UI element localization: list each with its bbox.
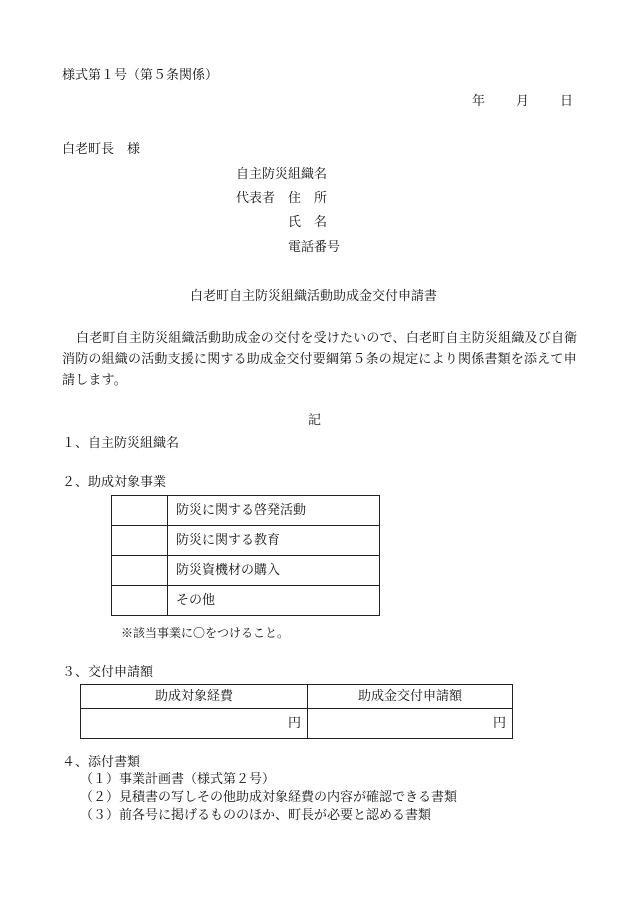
check-cell[interactable] [112, 526, 168, 556]
attachment-item: （３）前各号に掲げるもののほか、町長が必要と認める書類 [80, 808, 432, 823]
addressee: 白老町長 様 [62, 142, 141, 157]
check-cell[interactable] [112, 496, 168, 526]
check-cell[interactable] [112, 586, 168, 616]
attachment-item: （１）事業計画書（様式第２号） [80, 772, 276, 787]
ki-mark: 記 [308, 413, 322, 428]
col-header-request: 助成金交付申請額 [308, 685, 513, 709]
date-day: 日 [560, 94, 574, 109]
section3-heading: ３、交付申請額 [62, 665, 154, 680]
table-row [81, 709, 513, 739]
section2-heading: ２、助成対象事業 [62, 475, 167, 490]
check-cell[interactable] [112, 556, 168, 586]
table-note: ※該当事業に〇をつけること。 [121, 626, 290, 640]
phone-label: 電話番号 [288, 240, 341, 255]
request-amount-cell[interactable]: 円 [308, 709, 513, 739]
project-label: 防災資機材の購入 [168, 556, 380, 586]
amount-table [80, 684, 513, 739]
document-title: 白老町自主防災組織活動助成金交付申請書 [190, 289, 438, 304]
org-name-label: 自主防災組織名 [236, 167, 328, 182]
table-row [112, 526, 380, 556]
application-body: 白老町自主防災組織活動助成金の交付を受けたいので、白老町自主防災組織及び自衛消防の組織の活動支援に関する助成金交付要綱第５条の規定により関係書類を添えて申請します。 [62, 331, 578, 388]
project-label: 防災に関する教育 [168, 526, 380, 556]
attachment-item: （２）見積書の写しその他助成対象経費の内容が確認できる書類 [80, 790, 458, 805]
name-label: 氏 名 [288, 215, 328, 230]
col-header-expense: 助成対象経費 [81, 685, 308, 709]
project-label: その他 [168, 586, 380, 616]
expense-amount-cell[interactable]: 円 [81, 709, 308, 739]
representative-label: 代表者 [236, 191, 276, 206]
project-label: 防災に関する啓発活動 [168, 496, 380, 526]
section4-heading: ４、添付書類 [62, 755, 141, 770]
table-header-row [81, 685, 513, 709]
date-year: 年 [472, 94, 486, 109]
section1-heading: １、自主防災組織名 [62, 436, 180, 451]
date-month: 月 [516, 94, 530, 109]
form-number: 様式第１号（第５条関係） [62, 68, 219, 83]
address-label: 住 所 [288, 191, 328, 206]
table-row [112, 496, 380, 526]
table-row [112, 556, 380, 586]
table-row [112, 586, 380, 616]
project-table [111, 495, 380, 616]
